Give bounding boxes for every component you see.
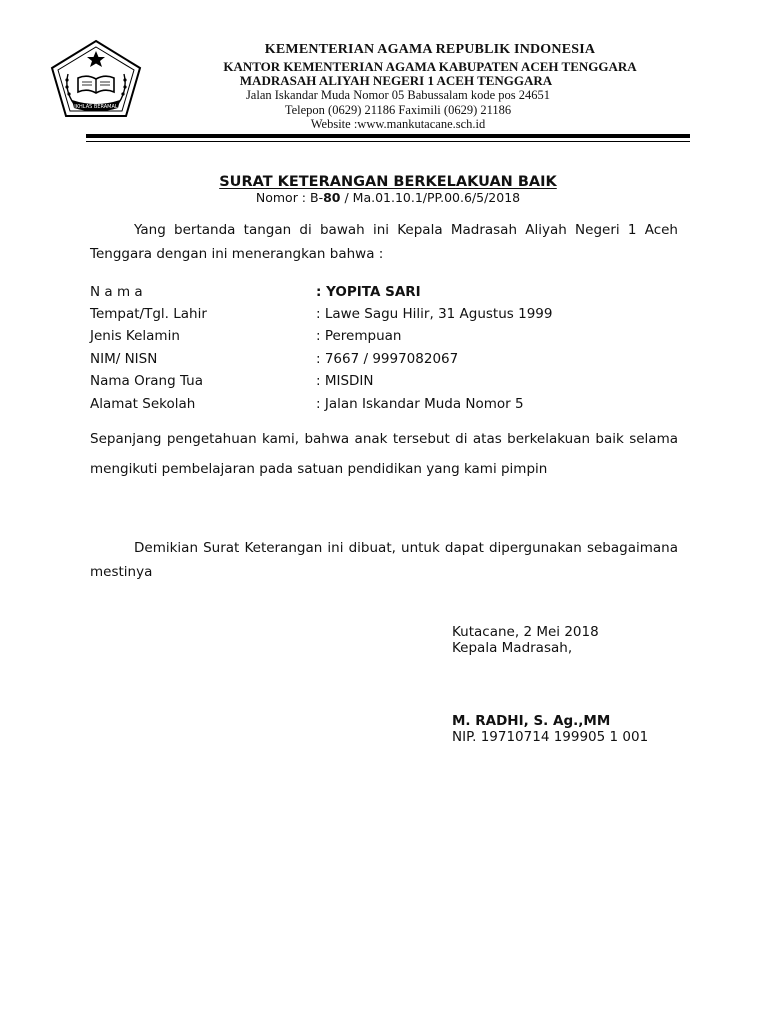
field-value: : 7667 / 9997082067 <box>316 351 459 367</box>
letterhead-phone: Telepon (0629) 21186 Faximili (0629) 21186 <box>284 103 512 117</box>
document-number: Nomor : B-80 / Ma.01.10.1/PP.00.6/5/2018 <box>255 190 521 205</box>
field-row-birth <box>90 306 680 328</box>
field-value: : YOPITA SARI <box>316 284 421 300</box>
field-row-nisn <box>90 351 680 373</box>
signature-name: M. RADHI, S. Ag.,MM <box>452 713 611 729</box>
document-title: SURAT KETERANGAN BERKELAKUAN BAIK <box>219 174 557 190</box>
svg-text:IKHLAS BERAMAL: IKHLAS BERAMAL <box>74 104 118 110</box>
field-value: : Perempuan <box>316 328 402 344</box>
signature-place-date: Kutacane, 2 Mei 2018 <box>452 624 599 640</box>
signature-nip: NIP. 19710714 199905 1 001 <box>452 729 649 745</box>
field-label: N a m a <box>90 284 143 300</box>
field-row-name <box>90 284 680 306</box>
field-label: NIM/ NISN <box>90 351 158 367</box>
letterhead-office: KANTOR KEMENTERIAN AGAMA KABUPATEN ACEH TENGGARA <box>223 59 637 74</box>
field-label: Alamat Sekolah <box>90 396 196 412</box>
letterhead-website: Website :www.mankutacane.sch.id <box>310 117 486 131</box>
letterhead-divider-thin <box>86 141 690 142</box>
field-label: Tempat/Tgl. Lahir <box>90 306 207 322</box>
field-value: : Jalan Iskandar Muda Nomor 5 <box>316 396 524 412</box>
field-row-gender <box>90 328 680 350</box>
statement-paragraph: Sepanjang pengetahuan kami, bahwa anak tersebut di atas berkelakuan baik selama mengikuti pembelajaran pada satuan pendidikan yang kami pimpin <box>90 431 678 477</box>
field-label: Jenis Kelamin <box>90 328 180 344</box>
field-row-school-address <box>90 396 680 418</box>
letterhead-ministry: KEMENTERIAN AGAMA REPUBLIK INDONESIA <box>264 42 596 57</box>
letterhead-address: Jalan Iskandar Muda Nomor 05 Babussalam kode pos 24651 <box>245 88 551 102</box>
field-row-parent <box>90 373 680 395</box>
letterhead-school: MADRASAH ALIYAH NEGERI 1 ACEH TENGGARA <box>239 73 553 88</box>
field-value: : Lawe Sagu Hilir, 31 Agustus 1999 <box>316 306 553 322</box>
letterhead-divider-thick <box>86 134 690 138</box>
signature-position: Kepala Madrasah, <box>452 640 573 656</box>
intro-paragraph: Yang bertanda tangan di bawah ini Kepala Madrasah Aliyah Negeri 1 Aceh Tenggara dengan ini menerangkan bahwa : <box>90 222 678 262</box>
field-value: : MISDIN <box>316 373 374 389</box>
field-label: Nama Orang Tua <box>90 373 203 389</box>
closing-paragraph: Demikian Surat Keterangan ini dibuat, untuk dapat dipergunakan sebagaimana mestinya <box>90 540 678 580</box>
